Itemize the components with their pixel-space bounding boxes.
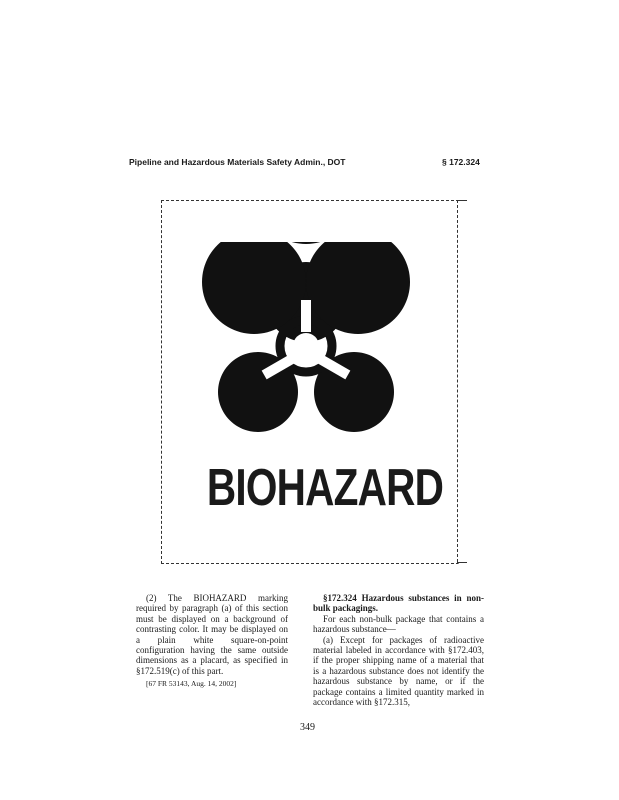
section-number: §172.324: [323, 593, 357, 603]
running-head-title: Pipeline and Hazardous Materials Safety Admin., DOT: [129, 157, 346, 167]
right-column: [313, 593, 484, 707]
section-title: Hazardous substances in non-bulk packagings.: [313, 593, 485, 614]
paragraph-a: (a) Except for packages of radioactive material labeled in accordance with §172.403, if the proper shipping name of a material that is a hazardous substance does not identify the hazardous substance by name, or if the package contains a limited quantity marked in accordance with §172.315,: [313, 634, 484, 708]
citation: [67 FR 53143, Aug. 14, 2002]: [146, 679, 237, 689]
page-number: 349: [300, 722, 315, 733]
intro-paragraph: For each non-bulk package that contains a hazardous substance—: [313, 613, 484, 635]
biohazard-word: BIOHAZARD: [206, 459, 444, 517]
left-paragraph: (2) The BIOHAZARD marking required by paragraph (a) of this section must be displayed on a background of contrasting color. It may be displayed on a plain white square-on-point configuration having the same outside dimensions as a placard, as specified in §172.519(c) of this part.: [136, 593, 288, 676]
frame-tick-top: [457, 200, 467, 201]
marking-frame-right-edge: [457, 200, 458, 562]
section-heading: [313, 593, 484, 614]
frame-tick-bottom: [457, 562, 467, 563]
biohazard-icon: [200, 242, 412, 452]
left-column: [136, 593, 288, 690]
running-head-section: § 172.324: [442, 157, 480, 167]
